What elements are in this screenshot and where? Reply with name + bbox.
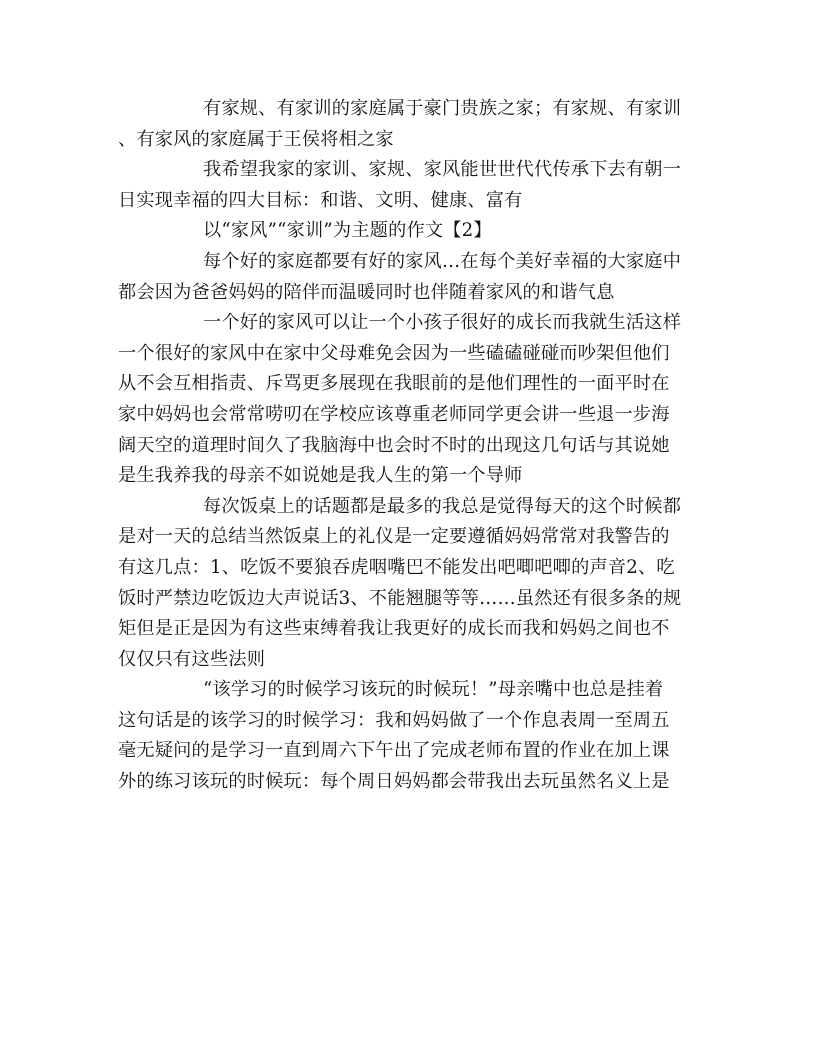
section-heading	[118, 216, 698, 247]
text-line: 从不会互相指责、斥骂更多展现在我眼前的是他们理性的一面平时在	[118, 373, 670, 395]
paragraph	[118, 94, 698, 155]
paragraph	[118, 308, 698, 492]
text-line: 家中妈妈也会常常唠叨在学校应该尊重老师同学更会讲一些退一步海	[118, 403, 670, 425]
paragraph	[118, 247, 698, 308]
paragraph	[118, 492, 698, 676]
text-line: 、有家风的家庭属于王侯将相之家	[118, 128, 394, 150]
text-line: 都会因为爸爸妈妈的陪伴而温暖同时也伴随着家风的和谐气息	[118, 281, 615, 303]
text-line: 仅仅只有这些法则	[118, 648, 266, 670]
text-line: 是对一天的总结当然饭桌上的礼仪是一定要遵循妈妈常常对我警告的	[118, 526, 670, 548]
text-line: 每个好的家庭都要有好的家风…在每个美好幸福的大家庭中	[203, 250, 682, 272]
text-line: 外的练习该玩的时候玩：每个周日妈妈都会带我出去玩虽然名义上是	[118, 771, 670, 793]
text-line: 日实现幸福的四大目标：和谐、文明、健康、富有	[118, 189, 523, 211]
paragraph	[118, 675, 698, 797]
text-line: 毫无疑问的是学习一直到周六下午出了完成老师布置的作业在加上课	[118, 740, 670, 762]
text-line: 是生我养我的母亲不如说她是我人生的第一个导师	[118, 465, 523, 487]
text-line: 矩但是正是因为有这些束缚着我让我更好的成长而我和妈妈之间也不	[118, 618, 670, 640]
paragraph	[118, 155, 698, 216]
text-line: 阔天空的道理时间久了我脑海中也会时不时的出现这几句话与其说她	[118, 434, 670, 456]
document-body	[118, 94, 698, 798]
text-line: 有家规、有家训的家庭属于豪门贵族之家；有家规、有家训	[203, 98, 682, 119]
text-line: 一个好的家风可以让一个小孩子很好的成长而我就生活这样	[203, 312, 682, 334]
text-line: 饭时严禁边吃饭边大声说话3、不能翘腿等等……虽然还有很多条的规	[118, 587, 682, 609]
text-line: “该学习的时候学习该玩的时候玩！”母亲嘴中也总是挂着	[203, 679, 664, 701]
text-line: 一个很好的家风中在家中父母难免会因为一些磕磕碰碰而吵架但他们	[118, 342, 670, 364]
text-line: 我希望我家的家训、家规、家风能世世代代传承下去有朝一	[203, 159, 682, 181]
heading-text: 以“家风”“家训”为主题的作文【2】	[203, 220, 492, 242]
text-line: 有这几点：1、吃饭不要狼吞虎咽嘴巴不能发出吧唧吧唧的声音2、吃	[118, 556, 675, 578]
text-line: 每次饭桌上的话题都是最多的我总是觉得每天的这个时候都	[203, 495, 682, 517]
text-line: 这句话是的该学习的时候学习：我和妈妈做了一个作息表周一至周五	[118, 709, 670, 731]
